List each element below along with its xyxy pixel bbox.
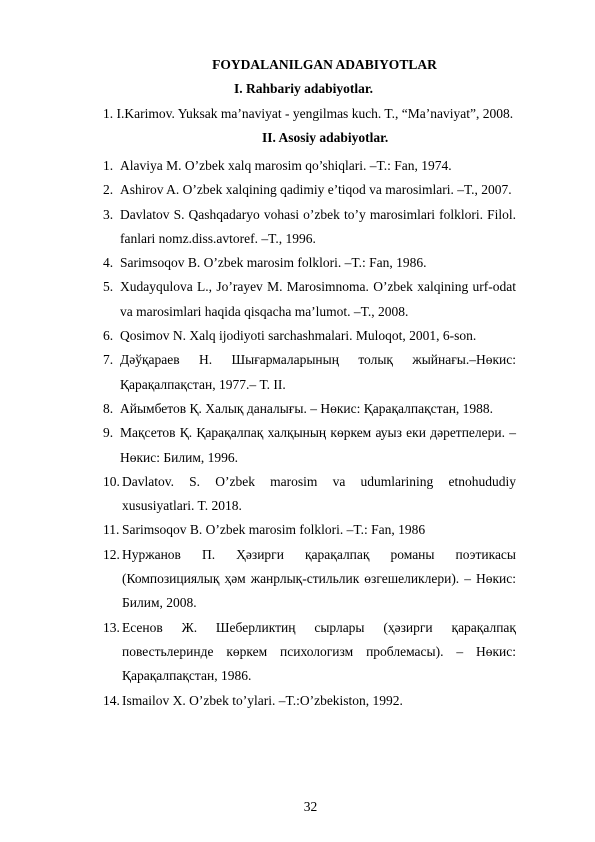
reference-text: Айымбетов Қ. Халық даналығы. – Нөкис: Қарақалпақстан, 1988. [120, 400, 494, 416]
reference-text: Sarimsoqov B. O’zbek marosim folklori. –T.: Fan, 1986 [122, 522, 426, 538]
reference-text: Alaviya M. O’zbek xalq marosim qo’shiqlari. –T.: Fan, 1974. [120, 158, 452, 173]
reference-item [103, 616, 516, 689]
reference-item [103, 689, 516, 713]
reference-text: Мақсетов Қ. Қарақалпақ халқының көркем ауыз еки дәретпелери. – Нөкис: Билим, 1996. [120, 425, 516, 465]
reference-text: Нуржанов П. Ҳәзирги қарақалпақ романы поэтикасы (Композициялық ҳәм жанрлық-стильлик өзгешеликлери). – Нөкис: Билим, 2008. [122, 546, 516, 611]
reference-text: Дәўқараев Н. Шығармаларының толық жыйнағы.–Нөкис: Қарақалпақстан, 1977.– T. II. [120, 352, 516, 392]
page-number: 32 [303, 799, 318, 814]
reference-item [103, 470, 516, 519]
reference-item [103, 154, 516, 178]
reference-item [103, 203, 516, 252]
reference-text: Ismailov X. O’zbek to’ylari. –T.:O’zbekiston, 1992. [122, 692, 403, 708]
reference-item [103, 518, 516, 542]
reference-item [103, 543, 516, 616]
reference-item [103, 251, 516, 275]
reference-number: 3. [103, 206, 114, 222]
reference-number: 8. [103, 400, 114, 416]
reference-item [103, 397, 516, 421]
reference-item [103, 275, 516, 324]
reference-number: 10. [103, 473, 120, 489]
reference-text: Davlatov. S. O’zbek marosim va udumlarining etnohududiy xususiyatlari. T. 2018. [122, 473, 516, 514]
reference-number: 12. [103, 546, 120, 562]
section-heading-main-literature: II. Asosiy adabiyotlar. [262, 130, 389, 145]
reference-number: 5. [103, 279, 114, 295]
reference-number: 7. [103, 352, 114, 368]
reference-number: 14. [103, 692, 120, 708]
reference-item [103, 348, 516, 397]
reference-item: 1. I.Karimov. Yuksak ma’naviyat - yengilmas kuch. T., “Ma’naviyat”, 2008. [103, 106, 514, 121]
reference-item [103, 178, 516, 202]
reference-number: 11. [103, 522, 120, 538]
reference-number: 1. [103, 158, 114, 173]
section-heading-guiding-literature: I. Rahbariy adabiyotlar. [234, 81, 374, 96]
reference-text: Sarimsoqov B. O’zbek marosim folklori. –T.: Fan, 1986. [120, 255, 427, 271]
reference-number: 6. [103, 328, 114, 344]
page-title: FOYDALANILGAN ADABIYOTLAR [212, 57, 437, 72]
reference-text: Есенов Ж. Шеберликтиң сырлары (ҳәзирги қарақалпақ повестьлеринде көркем психологизм проблемасы). – Нөкис: Қарақалпақстан, 1986. [122, 619, 516, 684]
reference-number: 2. [103, 182, 114, 198]
reference-number: 4. [103, 255, 114, 271]
reference-number: 9. [103, 425, 114, 441]
reference-number: 13. [103, 619, 120, 635]
reference-text: Qosimov N. Xalq ijodiyoti sarchashmalari. Muloqot, 2001, 6-son. [120, 328, 477, 344]
reference-list [103, 154, 516, 713]
reference-item [103, 324, 516, 348]
reference-text: Davlatov S. Qashqadaryo vohasi o’zbek to’y marosimlari folklori. Filol. fanlari nomz.diss.avtoref. –T., 1996. [120, 206, 516, 246]
reference-item [103, 421, 516, 470]
reference-text: Xudayqulova L., Jo’rayev M. Marosimnoma. O’zbek xalqining urf-odat va marosimlari haqida qisqacha ma’lumot. –T., 2008. [120, 279, 516, 319]
reference-text: Ashirov A. O’zbek xalqining qadimiy e’tiqod va marosimlari. –T., 2007. [120, 182, 512, 198]
